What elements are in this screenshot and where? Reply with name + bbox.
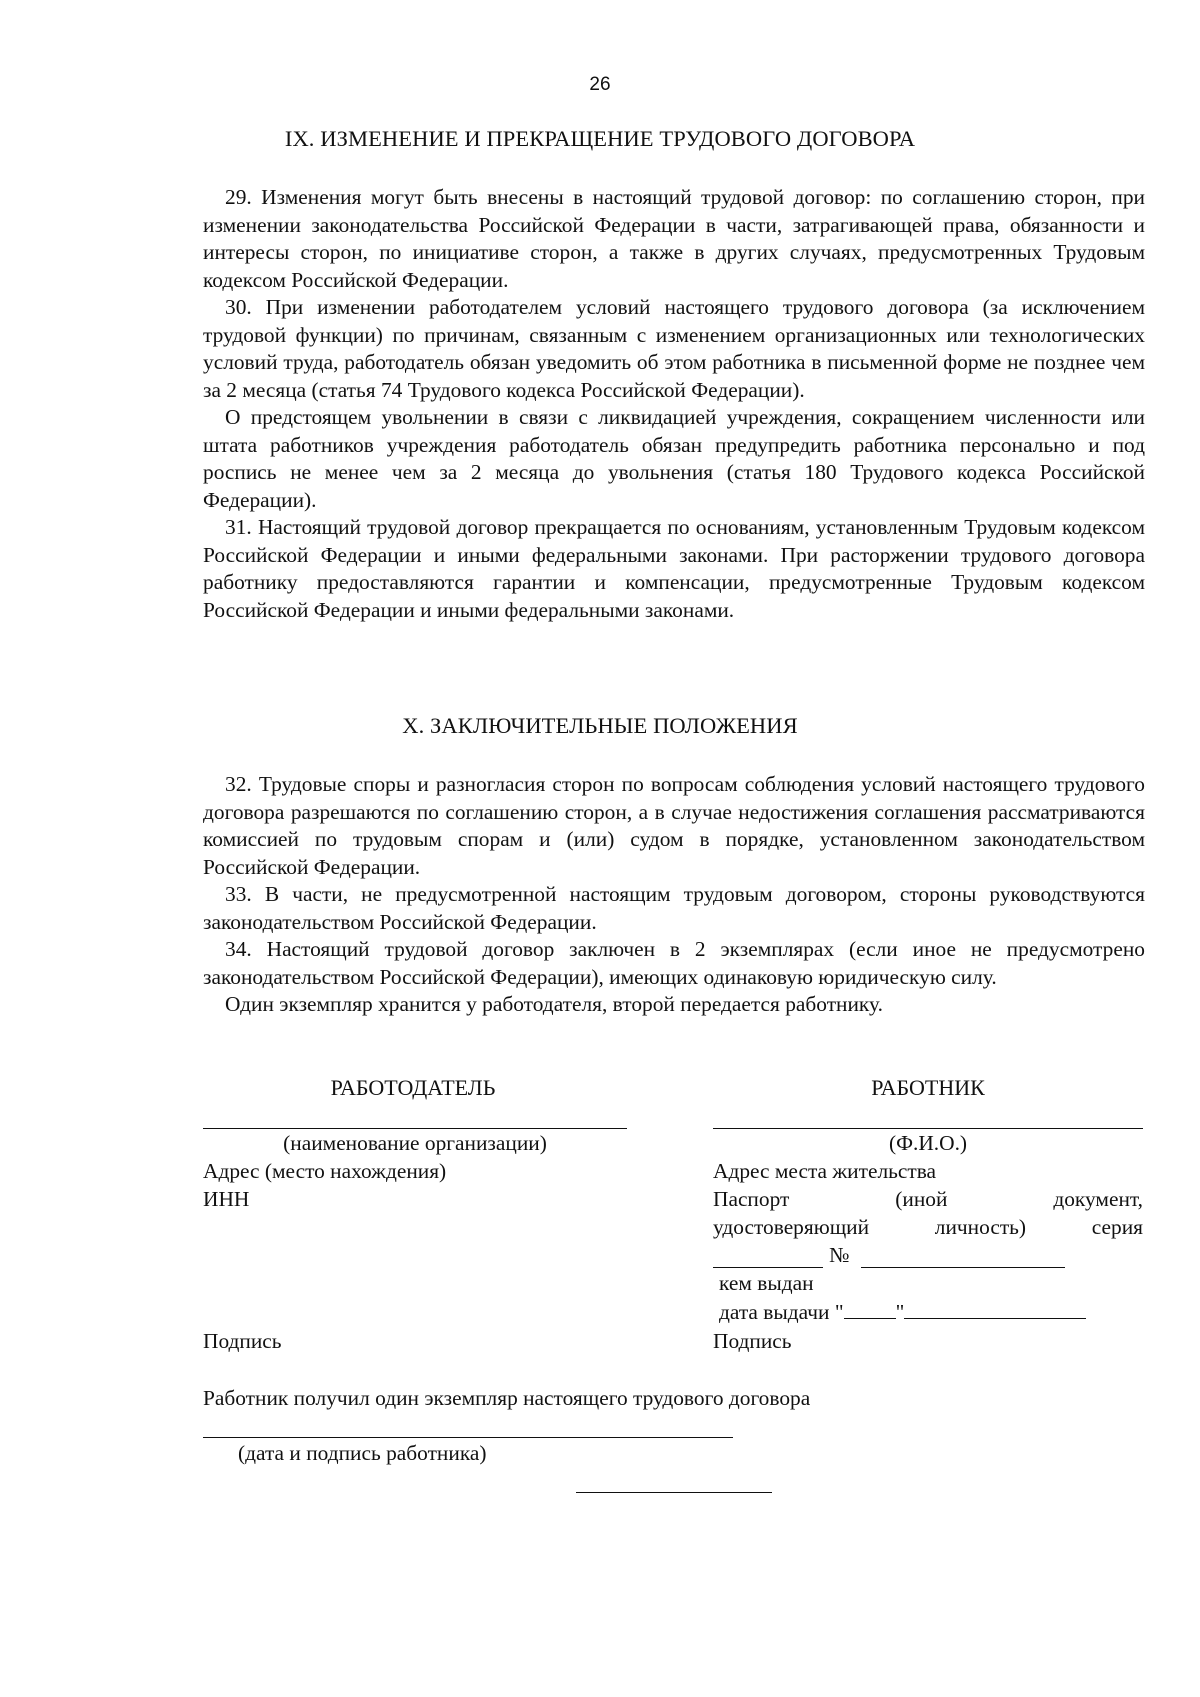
passport-series-line [713, 1267, 823, 1268]
passport-word-5: личность) [934, 1215, 1027, 1239]
employee-issued-by-label: кем выдан [719, 1271, 814, 1295]
employer-address-label: Адрес (место нахождения) [203, 1159, 447, 1183]
passport-number-line [861, 1267, 1065, 1268]
paragraph-32: 32. Трудовые споры и разногласия сторон по вопросам соблюдения условий настоящего трудового договора разрешаются по соглашению сторон, а в случае недостижения соглашения рассматриваются комиссией по трудовым спорам и (или) судом в порядке, установленном законодательством Российской Федерации. [203, 772, 1145, 879]
issue-date-month-blank [904, 1298, 1086, 1319]
employer-signature-label: Подпись [203, 1329, 282, 1353]
employer-name-line [203, 1128, 627, 1129]
paragraph-34: 34. Настоящий трудовой договор заключен в 2 экземплярах (если иное не предусмотрено законодательством Российской Федерации), имеющих одинаковую юридическую силу. [203, 937, 1145, 989]
passport-word-2: (иной [895, 1187, 948, 1211]
employee-signature-label: Подпись [713, 1329, 792, 1353]
passport-word-6: серия [1091, 1215, 1143, 1239]
employee-address-label: Адрес места жительства [713, 1159, 937, 1183]
receipt-signature-line [203, 1437, 733, 1438]
paragraph-29: 29. Изменения могут быть внесены в настоящий трудовой договор: по соглашению сторон, при изменении законодательства Российской Федерации в части, затрагивающей права, обязанности и интересы сторон, по инициативе сторон, а также в других случаях, предусмотренных Трудовым кодексом Российской Федерации. [203, 185, 1145, 292]
receipt-caption: (дата и подпись работника) [238, 1441, 487, 1465]
employee-name-line [713, 1128, 1143, 1129]
employee-name-caption: (Ф.И.О.) [888, 1131, 968, 1155]
employee-title: РАБОТНИК [871, 1075, 985, 1100]
paragraph-30: 30. При изменении работодателем условий настоящего трудового договора (за исключением трудовой функции) по причинам, связанным с изменением организационных или технологических условий труда, работодатель обязан уведомить об этом работника в письменной форме не позднее чем за 2 месяца (статья 74 Трудового кодекса Российской Федерации). [203, 295, 1145, 402]
employer-title: РАБОТОДАТЕЛЬ [330, 1075, 496, 1100]
issue-date-day-blank [844, 1298, 896, 1319]
passport-word-3: документ, [1053, 1187, 1143, 1211]
employee-passport-line-1 [713, 1186, 1143, 1214]
issue-date-close-quote: " [895, 1300, 905, 1324]
employer-name-caption: (наименование организации) [283, 1131, 547, 1155]
passport-word-1: Паспорт [713, 1187, 790, 1211]
section-10-heading: X. ЗАКЛЮЧИТЕЛЬНЫЕ ПОЛОЖЕНИЯ [402, 713, 798, 738]
issue-date-open: дата выдачи " [719, 1300, 844, 1324]
paragraph-31: 31. Настоящий трудовой договор прекращается по основаниям, установленным Трудовым кодексом Российской Федерации и иными федеральными законами. При расторжении трудового договора работнику предоставляются гарантии и компенсации, предусмотренные Трудовым кодексом Российской Федерации и иными федеральными законами. [203, 515, 1145, 622]
employer-inn-label: ИНН [203, 1187, 250, 1211]
section-9-body [203, 184, 1145, 624]
footer-line [576, 1492, 772, 1493]
paragraph-33: 33. В части, не предусмотренной настоящим трудовым договором, стороны руководствуются законодательством Российской Федерации. [203, 882, 1145, 934]
employee-issue-date-label [719, 1298, 1086, 1327]
paragraph-copies: Один экземпляр хранится у работодателя, второй передается работнику. [225, 992, 883, 1016]
passport-word-4: удостоверяющий [713, 1215, 870, 1239]
passport-number-sign: № [829, 1243, 850, 1267]
paragraph-30-dismissal: О предстоящем увольнении в связи с ликвидацией учреждения, сокращением численности или штата работников учреждения работодатель обязан предупредить работника персонально и под роспись не менее чем за 2 месяца до увольнения (статья 180 Трудового кодекса Российской Федерации). [203, 405, 1145, 512]
page-number: 26 [589, 74, 611, 95]
employee-passport-line-2 [713, 1214, 1143, 1242]
section-10-body [203, 771, 1145, 1019]
receipt-text: Работник получил один экземпляр настоящего трудового договора [203, 1386, 811, 1410]
section-9-heading: IX. ИЗМЕНЕНИЕ И ПРЕКРАЩЕНИЕ ТРУДОВОГО ДОГОВОРА [284, 126, 916, 151]
